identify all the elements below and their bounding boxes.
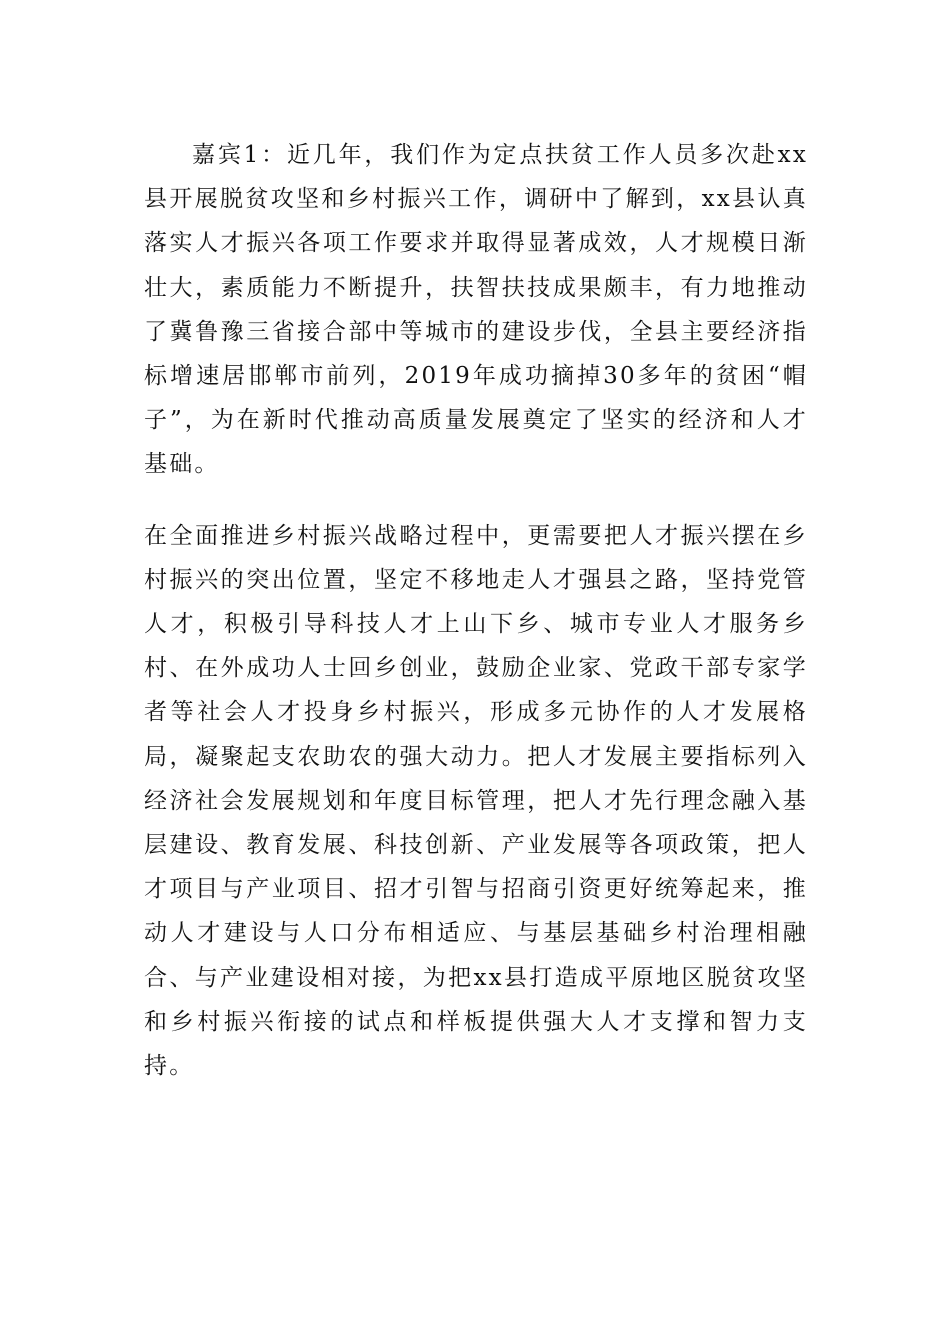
- document-body: [144, 133, 808, 1088]
- paragraph-talent-revitalization: 在全面推进乡村振兴战略过程中，更需要把人才振兴摆在乡村振兴的突出位置，坚定不移地走人才强县之路，坚持党管人才，积极引导科技人才上山下乡、城市专业人才服务乡村、在外成功人士回乡创业，鼓励企业家、党政干部专家学者等社会人才投身乡村振兴，形成多元协作的人才发展格局，凝聚起支农助农的强大动力。把人才发展主要指标列入经济社会发展规划和年度目标管理，把人才先行理念融入基层建设、教育发展、科技创新、产业发展等各项政策，把人才项目与产业项目、招才引智与招商引资更好统筹起来，推动人才建设与人口分布相适应、与基层基础乡村治理相融合、与产业建设相对接，为把xx县打造成平原地区脱贫攻坚和乡村振兴衔接的试点和样板提供强大人才支撑和智力支持。: [144, 522, 808, 1080]
- paragraph-guest-statement: 嘉宾1：近几年，我们作为定点扶贫工作人员多次赴xx县开展脱贫攻坚和乡村振兴工作，调研中了解到，xx县认真落实人才振兴各项工作要求并取得显著成效，人才规模日渐壮大，素质能力不断提升，扶智扶技成果颇丰，有力地推动了冀鲁豫三省接合部中等城市的建设步伐，全县主要经济指标增速居邯郸市前列，2019年成功摘掉30多年的贫困“帽子”，为在新时代推动高质量发展奠定了坚实的经济和人才基础。: [144, 142, 808, 478]
